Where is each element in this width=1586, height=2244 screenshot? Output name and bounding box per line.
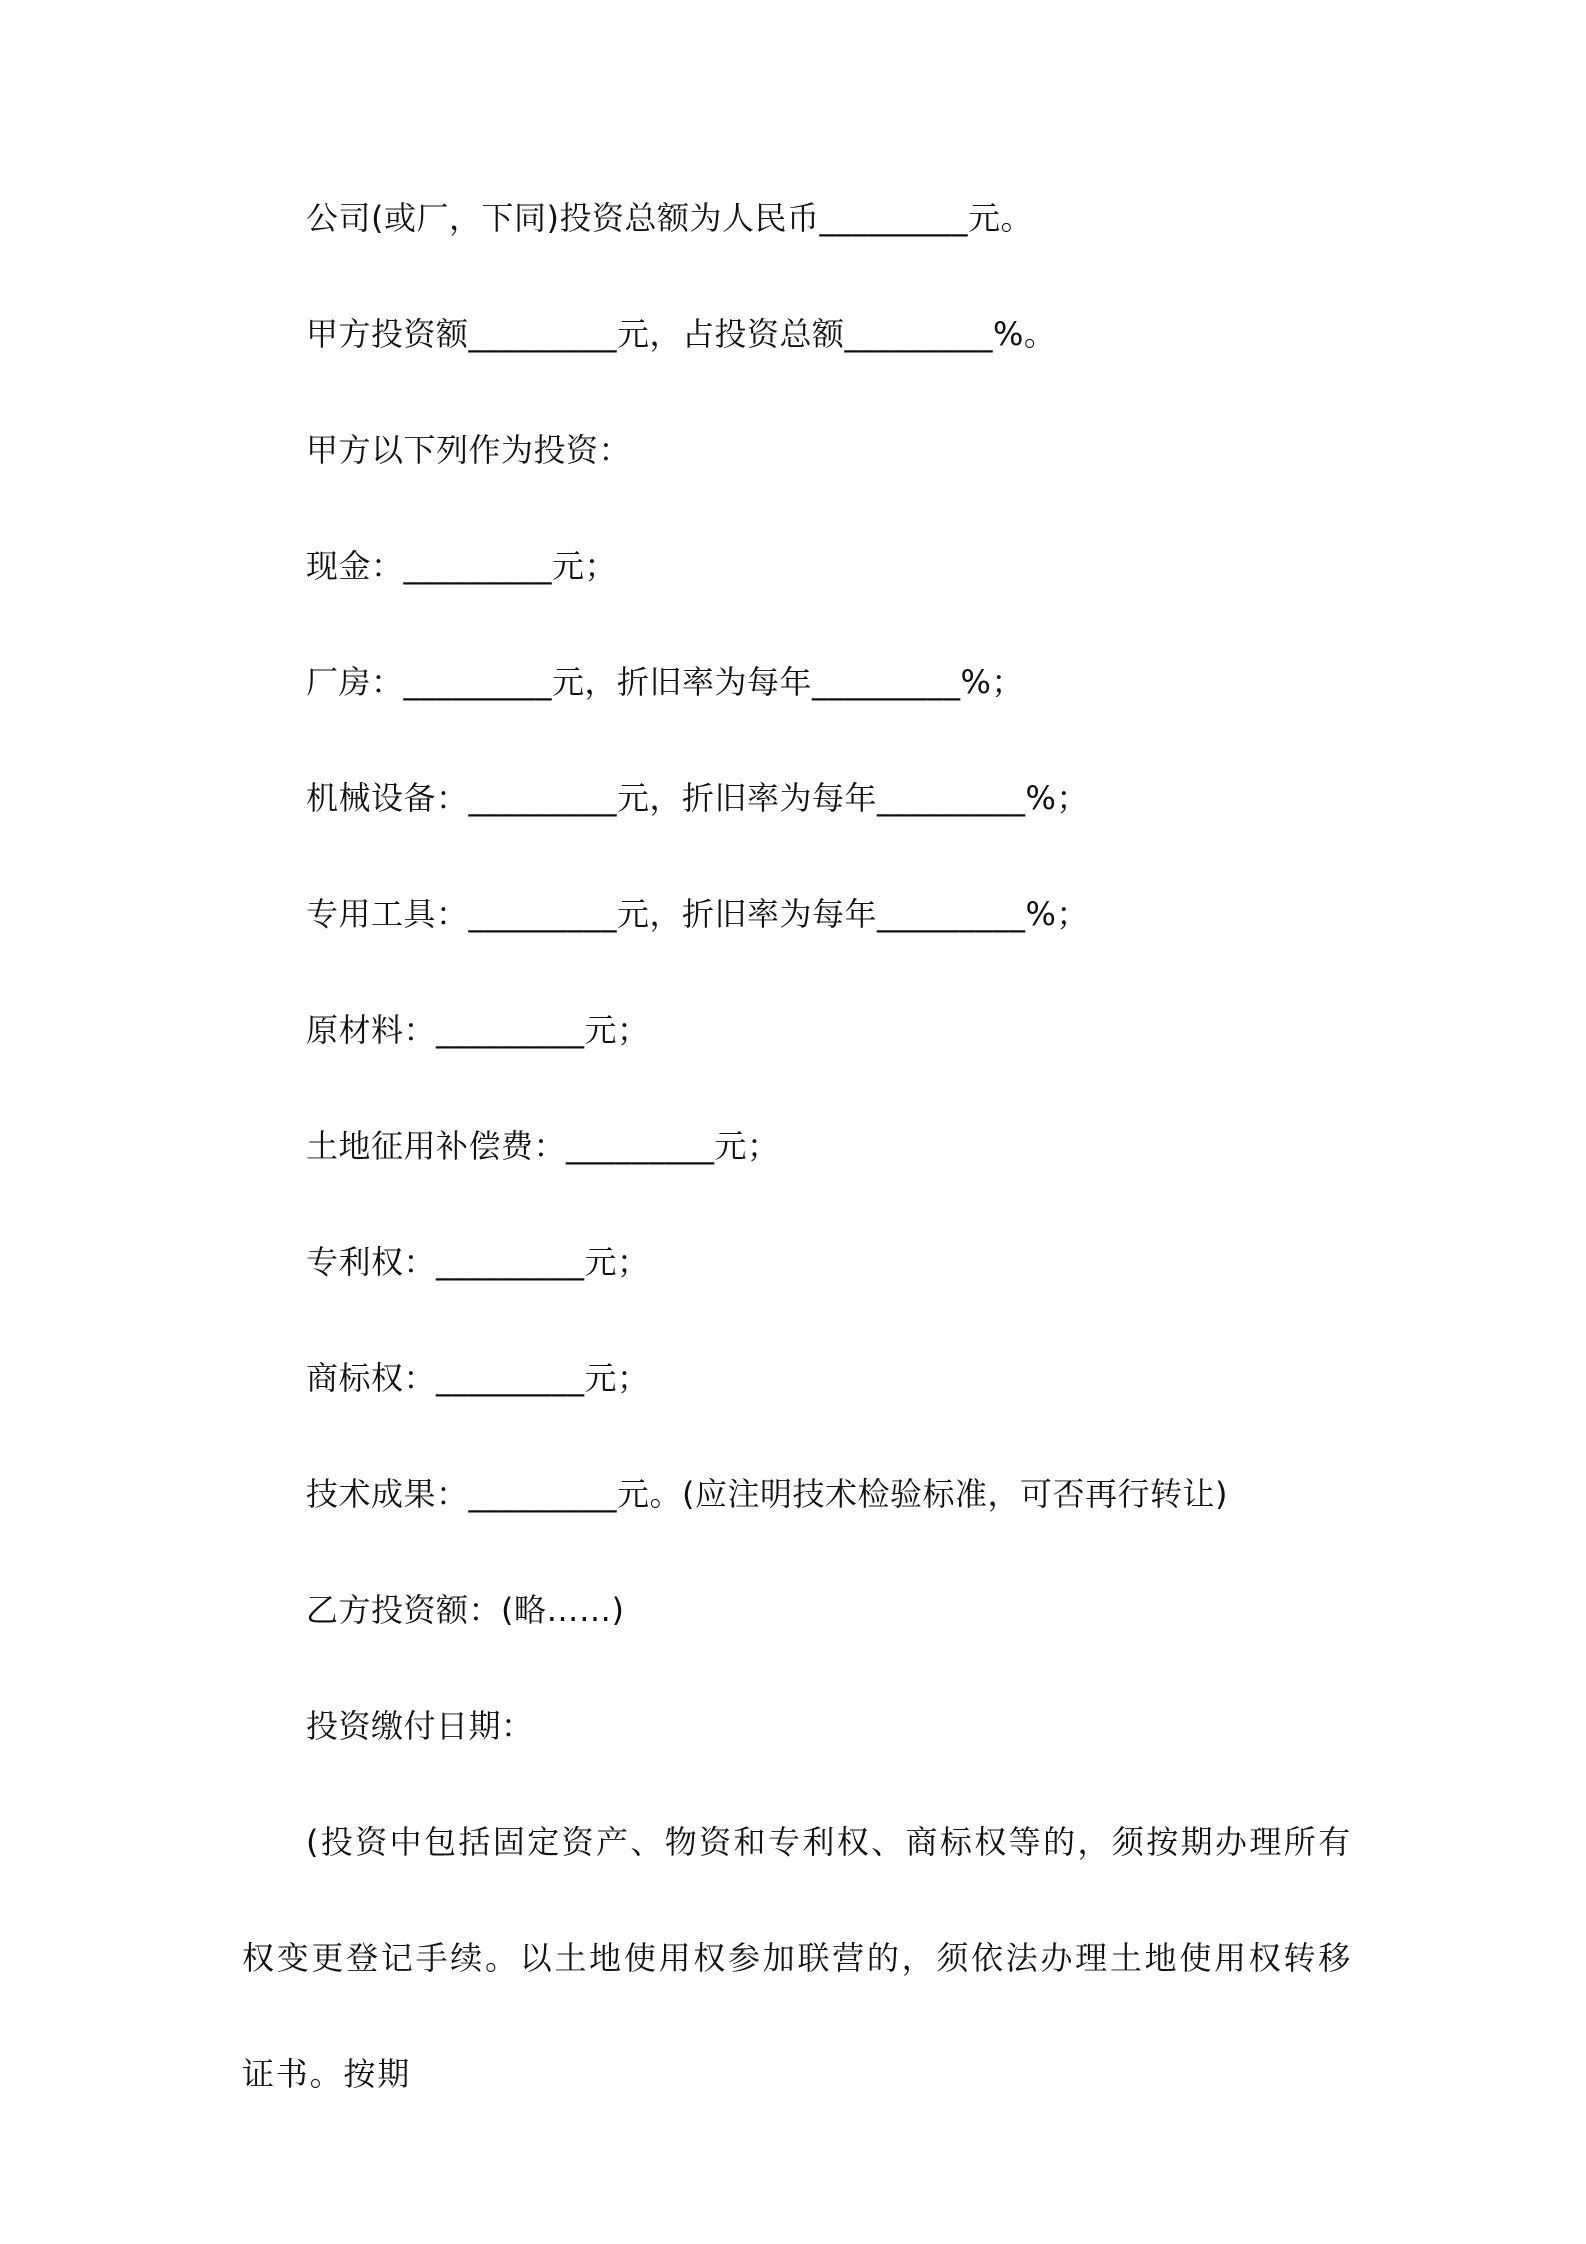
payment-date-line: 投资缴付日期：	[306, 1707, 534, 1745]
party-a-investment-line: 甲方投资额_________元，占投资总额_________%。	[306, 315, 1057, 353]
trademark-right-line: 商标权：_________元；	[306, 1359, 650, 1397]
special-tools-line: 专用工具：_________元，折旧率为每年_________%；	[306, 895, 1089, 933]
land-compensation-line: 土地征用补偿费：_________元；	[306, 1127, 780, 1165]
party-a-investment-forms-heading: 甲方以下列作为投资：	[306, 431, 632, 469]
raw-materials-line: 原材料：_________元；	[306, 1011, 650, 1049]
factory-building-line: 厂房：_________元，折旧率为每年_________%；	[306, 663, 1024, 701]
total-investment-line: 公司(或厂，下同)投资总额为人民币_________元。	[306, 199, 1033, 237]
cash-line: 现金：_________元；	[306, 547, 618, 585]
document-body	[242, 196, 1352, 2132]
party-b-investment-line: 乙方投资额：(略……)	[306, 1591, 625, 1629]
machinery-equipment-line: 机械设备：_________元，折旧率为每年_________%；	[306, 779, 1089, 817]
technical-achievement-line: 技术成果：_________元。(应注明技术检验标准，可否再行转让)	[306, 1475, 1228, 1513]
ownership-transfer-paragraph: (投资中包括固定资产、物资和专利权、商标权等的，须按期办理所有权变更登记手续。以土地使用权参加联营的，须依法办理土地使用权转移证书。按期	[242, 1823, 1352, 2093]
patent-right-line: 专利权：_________元；	[306, 1243, 650, 1281]
